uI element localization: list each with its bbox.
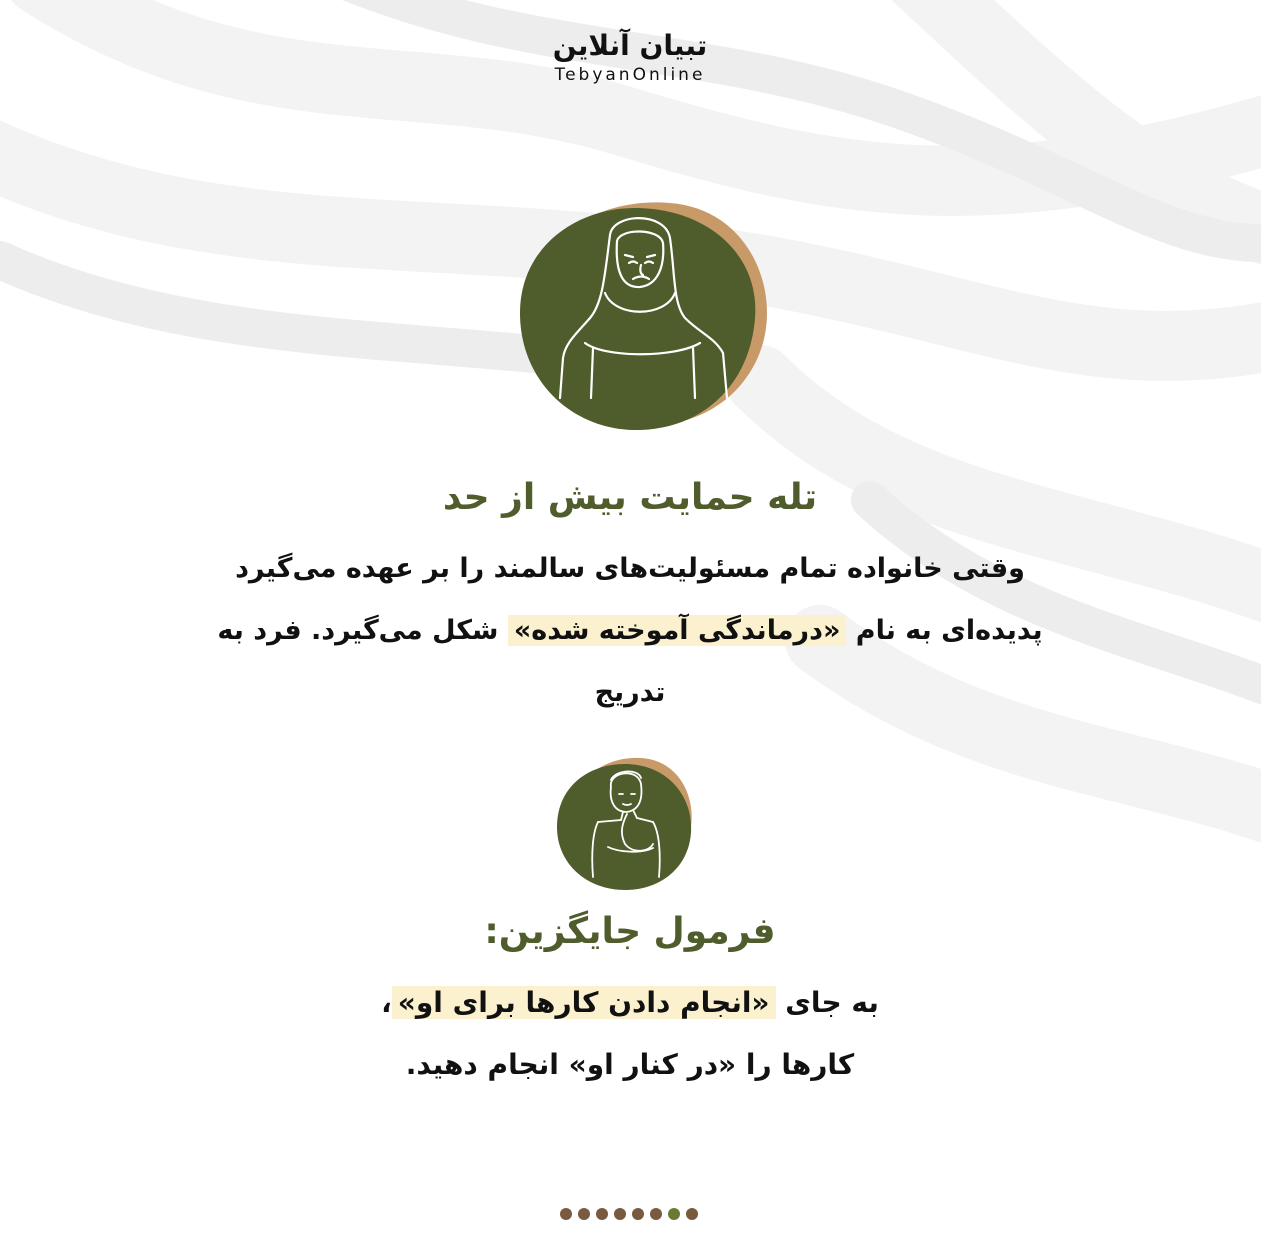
brand-name-fa: تبیان آنلاین — [552, 29, 708, 62]
formula-line-2-after: انجام دهید. — [405, 1048, 559, 1081]
formula-line-1-after: ، — [381, 986, 392, 1019]
formula-line-1 — [260, 972, 1000, 1034]
pagination-dot[interactable] — [560, 1208, 572, 1220]
body-line-2-after: شکل می‌گیرد. فرد به — [217, 615, 499, 646]
pagination-dot[interactable] — [578, 1208, 590, 1220]
pagination-dot[interactable] — [614, 1208, 626, 1220]
formula-title: فرمول جایگزین: — [484, 911, 776, 952]
body-line-1: وقتی خانواده تمام مسئولیت‌های سالمند را بر عهده می‌گیرد — [235, 553, 1025, 584]
pagination-dot[interactable] — [632, 1208, 644, 1220]
elderly-woman-icon — [505, 193, 770, 433]
formula-body — [260, 972, 1000, 1096]
pagination-dot[interactable] — [650, 1208, 662, 1220]
brand-name-en: TebyanOnline — [554, 65, 706, 85]
brand-logo — [480, 28, 780, 86]
pagination-dot[interactable] — [596, 1208, 608, 1220]
pagination-dots — [560, 1208, 740, 1224]
highlight-learned-helplessness: «درماندگی آموخته شده» — [508, 615, 847, 646]
pagination-dot[interactable] — [686, 1208, 698, 1220]
section-title: تله حمایت بیش از حد — [442, 477, 818, 518]
body-line-2 — [160, 600, 1100, 662]
highlight-doing-for-them: «انجام دادن کارها برای او» — [392, 986, 776, 1019]
body-line-3: تدریج — [594, 677, 666, 708]
section-body — [160, 538, 1100, 724]
thinking-man-icon — [553, 752, 698, 892]
formula-line-1-before: به جای — [785, 986, 879, 1019]
formula-line-2 — [260, 1034, 1000, 1096]
body-line-2-before: پدیده‌ای به نام — [855, 615, 1043, 646]
highlight-with-them: «در کنار او» — [568, 1048, 737, 1081]
formula-line-2-before: کارها را — [745, 1048, 855, 1081]
pagination-dot-active[interactable] — [668, 1208, 680, 1220]
